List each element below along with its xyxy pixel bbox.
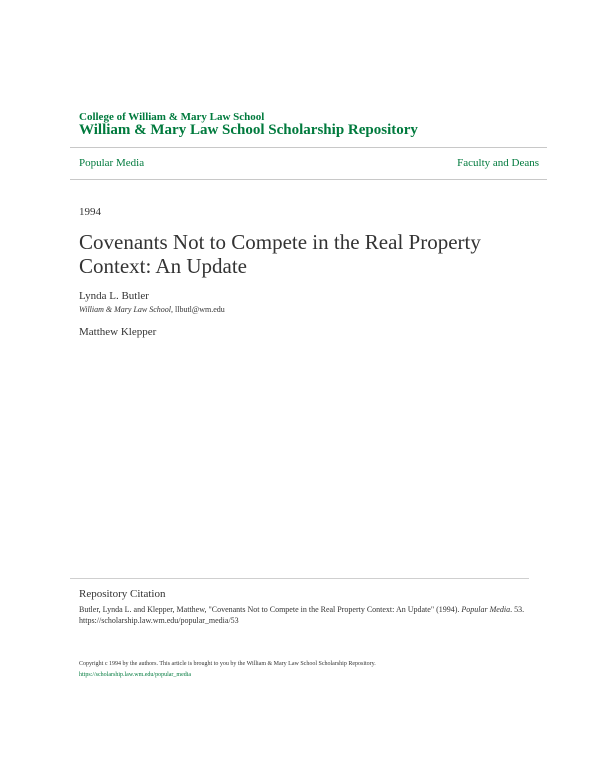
divider: [70, 179, 547, 180]
citation-heading: Repository Citation: [79, 588, 166, 600]
paper-title: Covenants Not to Compete in the Real Property Context: An Update: [79, 230, 481, 278]
citation-url[interactable]: https://scholarship.law.wm.edu/popular_media/53: [79, 616, 239, 625]
nav-link-faculty-deans[interactable]: Faculty and Deans: [457, 157, 539, 169]
author-affiliation: [79, 305, 225, 314]
author-name: Matthew Klepper: [79, 326, 157, 338]
author-email: , llbutl@wm.edu: [171, 305, 225, 314]
citation-text: [79, 604, 529, 626]
repository-title[interactable]: William & Mary Law School Scholarship Repository: [79, 122, 418, 138]
citation-journal: Popular Media: [461, 605, 511, 614]
divider: [70, 578, 529, 579]
copyright-notice: Copyright c 1994 by the authors. This article is brought to you by the William & Mary Law School Scholarship Repository.: [79, 661, 376, 667]
divider: [70, 147, 547, 148]
citation-body: Butler, Lynda L. and Klepper, Matthew, "Covenants Not to Compete in the Real Property Context: An Update" (1994).: [79, 605, 462, 614]
author-name: Lynda L. Butler: [79, 290, 149, 302]
citation-number: . 53.: [510, 605, 525, 614]
institution-subtitle: College of William & Mary Law School: [79, 111, 265, 123]
affiliation-institution: William & Mary Law School: [79, 305, 171, 314]
repository-link[interactable]: https://scholarship.law.wm.edu/popular_media: [79, 672, 192, 678]
publication-year: 1994: [79, 206, 101, 218]
nav-link-popular-media[interactable]: Popular Media: [79, 157, 145, 169]
